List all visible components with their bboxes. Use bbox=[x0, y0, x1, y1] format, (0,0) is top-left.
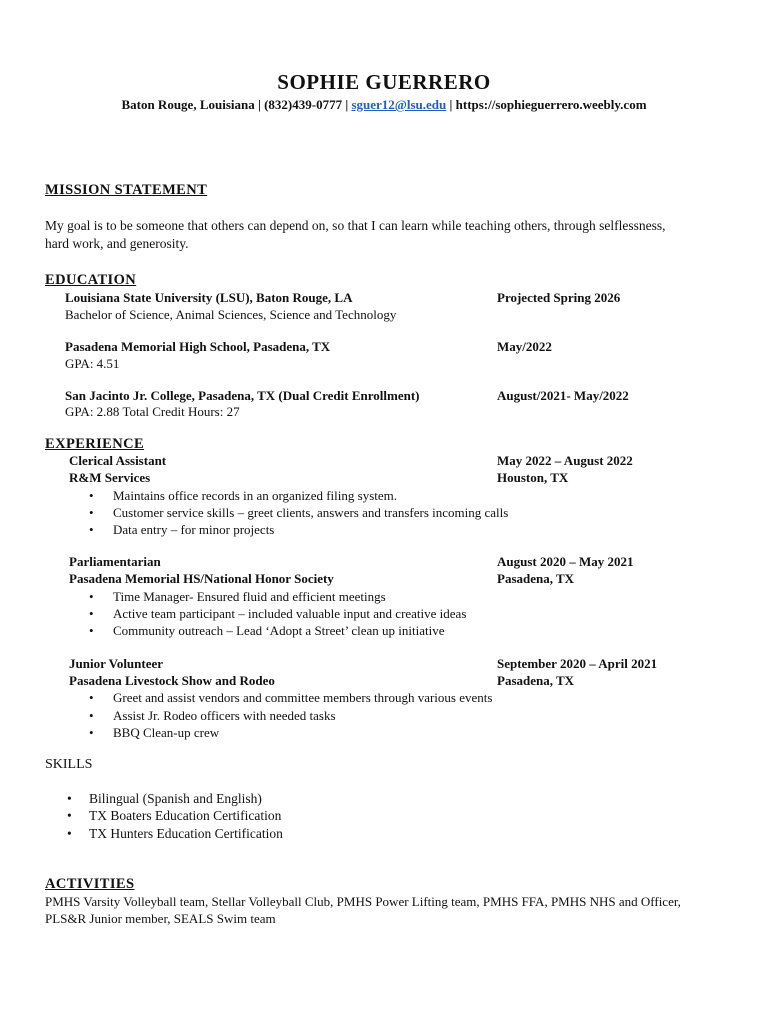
job-bullet: • Customer service skills – greet clients, answers and transfers incoming calls bbox=[89, 505, 509, 520]
contact-line bbox=[0, 97, 768, 113]
job-title: Junior Volunteer bbox=[69, 656, 164, 671]
skill-item: • Bilingual (Spanish and English) bbox=[67, 791, 262, 806]
bullet-icon: • bbox=[89, 505, 94, 520]
job-date: August 2020 – May 2021 bbox=[497, 554, 634, 569]
skill-item: • TX Hunters Education Certification bbox=[67, 826, 283, 841]
education-date: August/2021- May/2022 bbox=[497, 388, 629, 403]
mission-heading: MISSION STATEMENT bbox=[45, 182, 208, 198]
bullet-icon: • bbox=[89, 488, 94, 503]
bullet-icon: • bbox=[67, 826, 72, 841]
skill-item: • TX Boaters Education Certification bbox=[67, 808, 282, 823]
education-school: Pasadena Memorial High School, Pasadena, TX bbox=[65, 339, 331, 354]
resume-name: SOPHIE GUERRERO bbox=[277, 70, 491, 94]
experience-heading: EXPERIENCE bbox=[45, 436, 145, 452]
mission-text: My goal is to be someone that others can depend on, so that I can learn while teaching others, through selflessness, hard work, and generosity. bbox=[45, 218, 666, 251]
education-detail: Bachelor of Science, Animal Sciences, Science and Technology bbox=[65, 307, 397, 322]
bullet-icon: • bbox=[89, 522, 94, 537]
job-date: May 2022 – August 2022 bbox=[497, 453, 633, 468]
job-bullet: • Maintains office records in an organized filing system. bbox=[89, 488, 398, 503]
job-bullet: • Data entry – for minor projects bbox=[89, 522, 275, 537]
skills-heading: SKILLS bbox=[45, 757, 93, 772]
job-bullet: • Time Manager- Ensured fluid and efficient meetings bbox=[89, 589, 386, 604]
email-link[interactable]: sguer12@lsu.edu bbox=[351, 97, 447, 112]
job-bullet: • Greet and assist vendors and committee members through various events bbox=[89, 690, 493, 705]
education-date: Projected Spring 2026 bbox=[497, 290, 621, 305]
bullet-icon: • bbox=[89, 690, 94, 705]
bullet-icon: • bbox=[89, 708, 94, 723]
job-title: Parliamentarian bbox=[69, 554, 161, 569]
job-org: Pasadena Livestock Show and Rodeo bbox=[69, 673, 275, 688]
education-heading: EDUCATION bbox=[45, 272, 137, 288]
job-bullet: • BBQ Clean-up crew bbox=[89, 725, 220, 740]
job-org: R&M Services bbox=[69, 470, 151, 485]
job-org: Pasadena Memorial HS/National Honor Society bbox=[69, 571, 334, 586]
job-bullet: • Assist Jr. Rodeo officers with needed tasks bbox=[89, 708, 336, 723]
job-bullet: • Community outreach – Lead ‘Adopt a Street’ clean up initiative bbox=[89, 623, 445, 638]
education-school: Louisiana State University (LSU), Baton Rouge, LA bbox=[65, 290, 353, 305]
bullet-icon: • bbox=[67, 808, 72, 823]
education-school: San Jacinto Jr. College, Pasadena, TX (Dual Credit Enrollment) bbox=[65, 388, 420, 403]
contact-prefix: Baton Rouge, Louisiana | (832)439-0777 | bbox=[121, 97, 352, 112]
activities-text: PMHS Varsity Volleyball team, Stellar Volleyball Club, PMHS Power Lifting team, PMHS FFA, PMHS NHS and Officer, PLS&R Junior member, SEALS Swim team bbox=[45, 894, 681, 926]
job-bullet: • Active team participant – included valuable input and creative ideas bbox=[89, 606, 467, 621]
bullet-icon: • bbox=[89, 725, 94, 740]
bullet-icon: • bbox=[89, 606, 94, 621]
activities-heading: ACTIVITIES bbox=[45, 876, 135, 892]
education-date: May/2022 bbox=[497, 339, 552, 354]
job-location: Houston, TX bbox=[497, 470, 569, 485]
contact-suffix: | https://sophieguerrero.weebly.com bbox=[446, 97, 647, 112]
job-location: Pasadena, TX bbox=[497, 571, 575, 586]
job-date: September 2020 – April 2021 bbox=[497, 656, 658, 671]
bullet-icon: • bbox=[89, 589, 94, 604]
education-detail: GPA: 4.51 bbox=[65, 356, 120, 371]
job-title: Clerical Assistant bbox=[69, 453, 167, 468]
bullet-icon: • bbox=[89, 623, 94, 638]
bullet-icon: • bbox=[67, 791, 72, 806]
job-location: Pasadena, TX bbox=[497, 673, 575, 688]
education-detail: GPA: 2.88 Total Credit Hours: 27 bbox=[65, 404, 240, 419]
